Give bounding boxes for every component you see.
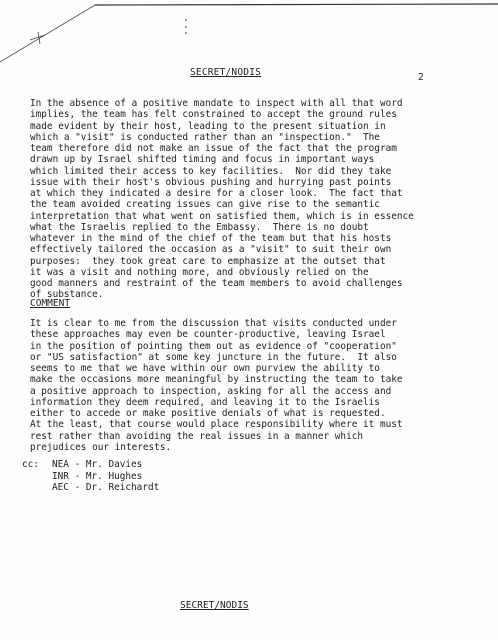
comment-heading: COMMENT: [30, 298, 71, 309]
paragraph-2: [30, 318, 475, 453]
text-line: team therefore did not make an issue of the fact that the program: [30, 143, 397, 154]
text-line: In the absence of a positive mandate to inspect with all that word: [30, 98, 403, 109]
text-line: At the least, that course would place responsibility where it must: [30, 419, 403, 431]
text-line: effectively tailored the occasion as a "visit" to suit their own: [30, 244, 392, 256]
text-line: whatever in the mind of the chief of the team but that his hosts: [30, 233, 392, 244]
text-line: seems to me that we have within our own purview the ability to: [30, 363, 380, 374]
text-line: drawn up by Israel shifted timing and focus in important ways: [30, 154, 375, 166]
text-line: issue with their host's obvious pushing and hurrying past points: [30, 176, 392, 188]
text-line: made evident by their host, leading to the present situation in: [30, 120, 386, 132]
text-line: purposes: they took great care to emphasize at the outset that: [30, 255, 386, 267]
text-line: which limited their access to key facilities. Nor did they take: [30, 165, 392, 177]
text-line: prejudices our interests.: [30, 441, 172, 453]
cc-recipient: AEC - Dr. Reichardt: [52, 482, 160, 493]
text-line: interpretation that what went on satisfied them, which is in essence: [30, 210, 414, 222]
text-line: these approaches may even be counter-productive, leaving Israel: [30, 329, 386, 341]
cc-recipient: NEA - Mr. Davies: [52, 459, 143, 470]
text-line: it was a visit and nothing more, and obviously relied on the: [30, 266, 369, 278]
text-line: in the position of pointing them out as evidence of "cooperation": [30, 340, 397, 352]
text-line: at which they indicated a desire for a closer look. The fact that: [30, 188, 403, 199]
cc-label: cc:: [22, 459, 39, 470]
page-number: 2: [418, 72, 424, 83]
text-line: what the Israelis replied to the Embassy. There is no doubt: [30, 221, 369, 233]
classification-marking-top: SECRET/NODIS: [190, 67, 262, 78]
paragraph-1: [30, 98, 475, 301]
text-line: of substance.: [30, 289, 104, 301]
text-line: a positive approach to inspection, asking for all the access and: [30, 385, 392, 397]
text-line: It is clear to me from the discussion that visits conducted under: [30, 318, 397, 329]
text-line: the team avoided creating issues can give rise to the semantic: [30, 199, 380, 211]
text-line: good manners and restraint of the team members to avoid challenges: [30, 278, 403, 289]
cc-recipient-list: [52, 459, 159, 494]
text-line: which a "visit" is conducted rather than an "inspection." The: [30, 131, 380, 143]
text-line: implies, the team has felt constrained to accept the ground rules: [30, 109, 397, 121]
text-line: rest rather than avoiding the real issues in a manner which: [30, 430, 364, 442]
classification-marking-bottom: SECRET/NODIS: [180, 600, 249, 611]
text-line: make the occasions more meaningful by instructing the team to take: [30, 374, 403, 386]
cc-recipient: INR - Mr. Hughes: [52, 470, 143, 482]
text-line: or "US satisfaction" at some key juncture in the future. It also: [30, 351, 397, 363]
text-line: information they deem required, and leaving it to the Israelis: [30, 396, 380, 408]
text-line: either to accede or make positive denials of what is requested.: [30, 408, 386, 419]
